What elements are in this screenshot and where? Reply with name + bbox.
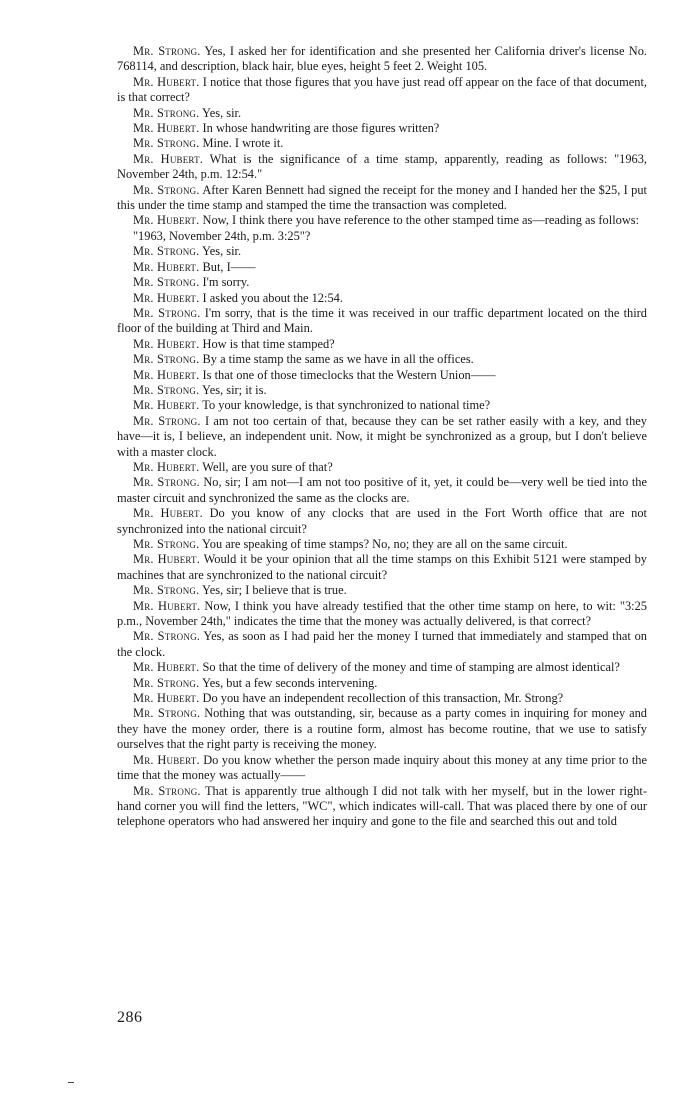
transcript-paragraph: [117, 629, 647, 660]
speaker-label: Mr. Hubert.: [133, 259, 200, 274]
transcript-paragraph: [117, 244, 647, 259]
speaker-label: Mr. Hubert.: [133, 151, 204, 166]
speaker-label: Mr. Strong.: [133, 475, 200, 490]
speaker-label: Mr. Strong.: [133, 136, 200, 151]
speaker-label: Mr. Strong.: [133, 583, 200, 598]
paragraph-text: You are speaking of time stamps? No, no; they are all on the same circuit.: [202, 537, 568, 551]
paragraph-text: Would it be your opinion that all the time stamps on this Exhibit 5121 were stamped by machines that are synchronized to the national circuit?: [117, 552, 648, 582]
paragraph-text: Is that one of those timeclocks that the Western Union——: [202, 367, 496, 382]
transcript-paragraph: [117, 183, 647, 214]
speaker-label: Mr. Strong.: [133, 275, 200, 290]
paragraph-text: Now, I think there you have reference to the other stamped time as—reading as follows:: [202, 213, 640, 228]
speaker-label: Mr. Strong.: [133, 244, 200, 259]
speaker-label: Mr. Strong.: [133, 413, 201, 428]
transcript-paragraph: [117, 676, 647, 691]
transcript-paragraph: [117, 106, 647, 121]
speaker-label: Mr. Hubert.: [133, 398, 200, 413]
transcript-paragraph: [117, 121, 647, 136]
speaker-label: Mr. Hubert.: [133, 459, 200, 474]
transcript-paragraph: [117, 368, 647, 383]
transcript-paragraph: [117, 275, 647, 290]
speaker-label: Mr. Hubert.: [133, 552, 201, 567]
speaker-label: Mr. Hubert.: [133, 290, 200, 305]
paragraph-text: Nothing that was outstanding, sir, because as a party comes in inquiring for money and they have the money order, there is a routine form, almost has become routine, that we use to satisfy ourselves that the right party is receiving the money.: [117, 706, 647, 752]
quoted-line: [117, 229, 647, 244]
transcript-paragraph: [117, 753, 647, 784]
speaker-label: Mr. Strong.: [133, 352, 200, 367]
transcript-paragraph: [117, 691, 647, 706]
paragraph-text: I asked you about the 12:54.: [202, 290, 343, 305]
transcript-paragraph: [117, 152, 647, 183]
transcript-paragraph: [117, 784, 647, 830]
speaker-label: Mr. Strong.: [133, 706, 201, 721]
transcript-paragraph: [117, 460, 647, 475]
paragraph-text: By a time stamp the same as we have in all the offices.: [202, 352, 474, 367]
paragraph-text: Yes, as soon as I had paid her the money I turned that immediately and stamped that on the clock.: [117, 629, 648, 659]
paragraph-text: Well, are you sure of that?: [202, 459, 333, 474]
speaker-label: Mr. Strong.: [133, 629, 201, 644]
transcript-paragraph: [117, 291, 647, 306]
margin-mark: [68, 1082, 74, 1083]
speaker-label: Mr. Hubert.: [133, 213, 200, 228]
transcript-paragraph: [117, 352, 647, 367]
paragraph-text: "1963, November 24th, p.m. 3:25"?: [133, 228, 311, 243]
paragraph-text: Yes, sir.: [202, 105, 242, 120]
speaker-label: Mr. Strong.: [133, 44, 201, 58]
paragraph-text: I am not too certain of that, because they can be set rather easily with a key, and they have—it is, I believe, an independent unit. Now, it might be synchronized as a group, but I don't believe with a master clock.: [117, 413, 647, 459]
transcript-paragraph: [117, 475, 647, 506]
paragraph-text: Yes, I asked her for identification and she presented her California driver's license No. 768114, and description, black hair, blue eyes, height 5 feet 2. Weight 105.: [117, 44, 648, 74]
paragraph-text: What is the significance of a time stamp, apparently, reading as follows: "1963, November 24th, p.m. 12:54.": [117, 151, 648, 182]
transcript-paragraph: [117, 260, 647, 275]
paragraph-text: No, sir; I am not—I am not too positive of it, yet, it could be—very well be tied into the master circuit and synchronized the same as the clocks are.: [117, 475, 647, 505]
speaker-label: Mr. Hubert.: [133, 367, 200, 382]
speaker-label: Mr. Strong.: [133, 675, 200, 690]
transcript-page: [117, 44, 647, 830]
speaker-label: Mr. Hubert.: [133, 752, 200, 767]
transcript-paragraph: [117, 213, 647, 228]
paragraph-text: Yes, sir; it is.: [202, 382, 267, 397]
paragraph-text: I'm sorry.: [202, 275, 250, 290]
paragraph-text: Do you know of any clocks that are used in the Fort Worth office that are not synchronized into the national circuit?: [117, 506, 647, 536]
speaker-label: Mr. Strong.: [133, 783, 201, 798]
speaker-label: Mr. Strong.: [133, 182, 200, 197]
paragraph-text: How is that time stamped?: [202, 336, 335, 351]
paragraph-text: I notice that those figures that you have just read off appear on the face of that document, is that correct?: [117, 74, 647, 105]
transcript-paragraph: [117, 398, 647, 413]
paragraph-text: After Karen Bennett had signed the receipt for the money and I handed her the $25, I put this under the time stamp and stamped the time the transaction was completed.: [117, 182, 647, 213]
transcript-paragraph: [117, 337, 647, 352]
paragraph-text: Do you have an independent recollection of this transaction, Mr. Strong?: [202, 691, 564, 706]
speaker-label: Mr. Hubert.: [133, 598, 201, 613]
transcript-paragraph: [117, 75, 647, 106]
transcript-paragraph: [117, 414, 647, 460]
transcript-paragraph: [117, 383, 647, 398]
paragraph-text: In whose handwriting are those figures written?: [202, 121, 440, 136]
paragraph-text: Yes, sir.: [202, 244, 242, 259]
transcript-paragraph: [117, 552, 647, 583]
transcript-paragraph: [117, 706, 647, 752]
paragraph-text: Mine. I wrote it.: [202, 136, 284, 151]
paragraph-text: Yes, sir; I believe that is true.: [202, 583, 347, 598]
paragraph-text: Now, I think you have already testified that the other time stamp on here, to wit: "3:25 p.m., November 24th," indicates the time that the money was actually delivered, is that correct?: [117, 598, 647, 629]
speaker-label: Mr. Hubert.: [133, 121, 200, 136]
speaker-label: Mr. Hubert.: [133, 691, 200, 706]
transcript-paragraph: [117, 583, 647, 598]
speaker-label: Mr. Strong.: [133, 305, 201, 320]
speaker-label: Mr. Strong.: [133, 382, 200, 397]
speaker-label: Mr. Hubert.: [133, 506, 203, 521]
speaker-label: Mr. Hubert.: [133, 336, 200, 351]
paragraph-text: But, I——: [202, 259, 256, 274]
paragraph-text: To your knowledge, is that synchronized to national time?: [202, 398, 491, 413]
paragraph-text: I'm sorry, that is the time it was received in our traffic department located on the third floor of the building at Third and Main.: [117, 305, 647, 336]
speaker-label: Mr. Strong.: [133, 105, 200, 120]
transcript-paragraph: [117, 537, 647, 552]
speaker-label: Mr. Hubert.: [133, 660, 200, 675]
transcript-paragraph: [117, 599, 647, 630]
transcript-paragraph: [117, 660, 647, 675]
speaker-label: Mr. Hubert.: [133, 74, 200, 89]
speaker-label: Mr. Strong.: [133, 537, 200, 551]
transcript-paragraph: [117, 44, 647, 75]
transcript-paragraph: [117, 136, 647, 151]
paragraph-text: Yes, but a few seconds intervening.: [202, 675, 378, 690]
paragraph-text: So that the time of delivery of the money and time of stamping are almost identical?: [202, 660, 620, 675]
paragraph-text: Do you know whether the person made inquiry about this money at any time prior to the time that the money was actually——: [117, 752, 647, 783]
transcript-paragraph: [117, 506, 647, 537]
paragraph-text: That is apparently true although I did not talk with her myself, but in the lower right-hand corner you will find the letters, "WC", which indicates will-call. That was placed there by one of our telephone operators who had answered her inquiry and gone to the file and searched this out and told: [117, 783, 647, 829]
page-number: 286: [117, 1009, 143, 1026]
transcript-paragraph: [117, 306, 647, 337]
